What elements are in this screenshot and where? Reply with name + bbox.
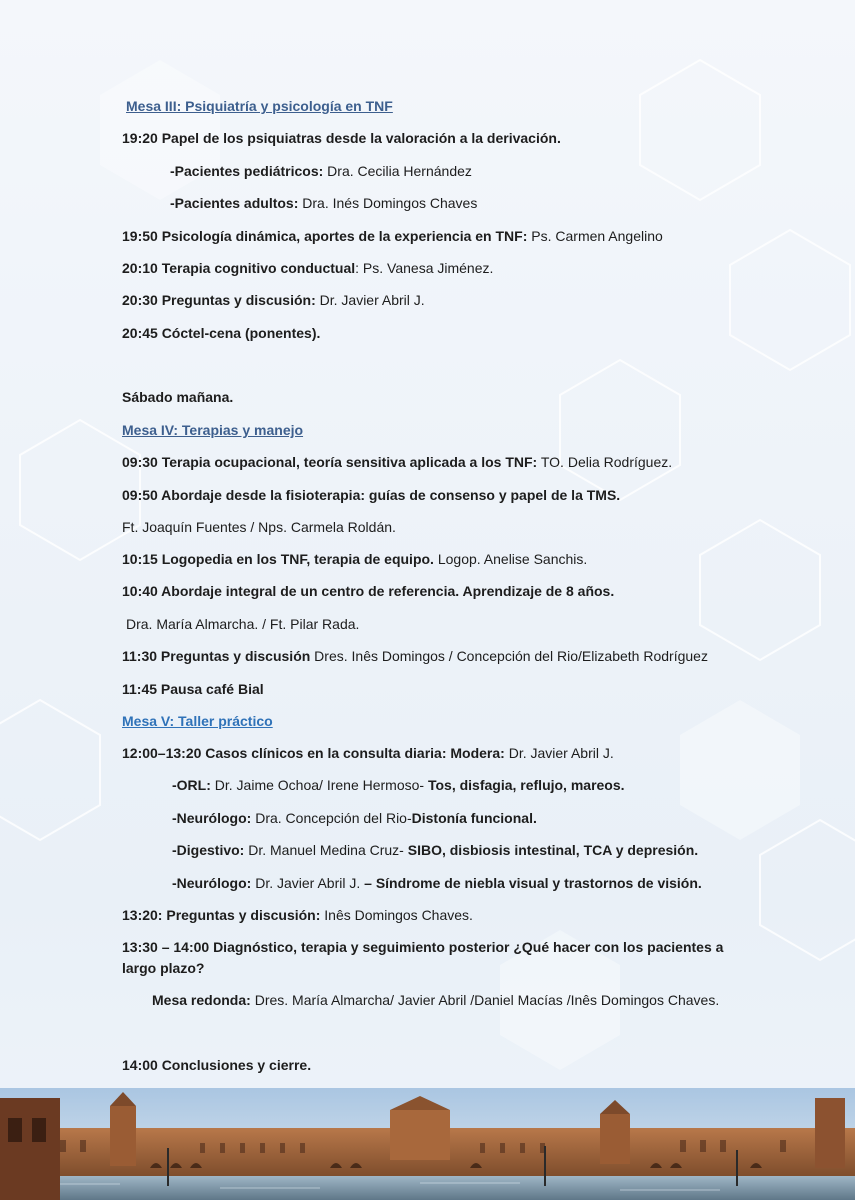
item-text: Dres. Inês Domingos / Concepción del Rio/Elizabeth Rodríguez bbox=[310, 648, 708, 664]
item-text-bold: Mesa redonda: bbox=[152, 992, 251, 1008]
item-text: Dr. Manuel Medina Cruz- bbox=[244, 842, 404, 858]
item-text-bold: -Pacientes pediátricos: bbox=[170, 163, 324, 179]
item-text: Inês Domingos Chaves. bbox=[320, 907, 473, 923]
item-text-bold: 20:10 Terapia cognitivo conductual bbox=[122, 260, 356, 276]
item-1200 bbox=[122, 744, 614, 762]
item-text-bold: 10:15 Logopedia en los TNF, terapia de equipo. bbox=[122, 551, 434, 567]
item-2045 bbox=[122, 324, 320, 342]
item-text-bold: 19:20 Papel de los psiquiatras desde la valoración a la derivación. bbox=[122, 130, 561, 146]
item-text: Dr. Jaime Ochoa/ Irene Hermoso- bbox=[210, 777, 425, 793]
item-1040 bbox=[122, 582, 614, 600]
day-heading: Sábado mañana. bbox=[122, 389, 234, 405]
item-text: Dra. Concepción del Rio- bbox=[251, 810, 412, 826]
footer-plaza-image bbox=[0, 1088, 855, 1200]
item-adults bbox=[170, 194, 477, 212]
item-text-bold: 13:20: Preguntas y discusión: bbox=[122, 907, 321, 923]
item-text-bold: -Neurólogo: bbox=[172, 875, 252, 891]
item-text-bold: -ORL: bbox=[172, 777, 211, 793]
mesa-v-title: Mesa V: Taller práctico bbox=[122, 713, 273, 729]
item-neurologo-1 bbox=[172, 809, 537, 827]
item-text-bold: 20:45 Cóctel-cena (ponentes). bbox=[122, 325, 321, 341]
item-topic: SIBO, disbiosis intestinal, TCA y depresión. bbox=[403, 842, 699, 858]
item-text-bold: 14:00 Conclusiones y cierre. bbox=[122, 1057, 312, 1073]
item-orl bbox=[172, 776, 625, 794]
item-2010 bbox=[122, 259, 493, 277]
item-text-bold: largo plazo? bbox=[122, 960, 205, 976]
item-mesa-redonda bbox=[152, 991, 719, 1009]
item-1130 bbox=[122, 647, 708, 665]
item-0930 bbox=[122, 453, 672, 471]
item-topic: Distonía funcional. bbox=[411, 810, 537, 826]
item-1040-speakers bbox=[126, 615, 359, 633]
plaza-illustration bbox=[0, 1088, 855, 1200]
item-text: Dr. Javier Abril J. bbox=[251, 875, 361, 891]
item-text-bold: -Pacientes adultos: bbox=[170, 195, 299, 211]
item-1145 bbox=[122, 680, 264, 698]
mesa-iii-title: Mesa III: Psiquiatría y psicología en TNF bbox=[126, 98, 393, 114]
item-text-bold: 11:30 Preguntas y discusión bbox=[122, 648, 311, 664]
mesa-iv-title: Mesa IV: Terapias y manejo bbox=[122, 422, 304, 438]
item-text-bold: -Neurólogo: bbox=[172, 810, 252, 826]
item-text-bold: 13:30 – 14:00 Diagnóstico, terapia y seguimiento posterior ¿Qué hacer con los pacientes a bbox=[122, 939, 724, 955]
item-text-bold: 19:50 Psicología dinámica, aportes de la experiencia en TNF: bbox=[122, 228, 528, 244]
item-pediatric bbox=[170, 162, 472, 180]
item-text: Logop. Anelise Sanchis. bbox=[433, 551, 588, 567]
item-text: Dra. María Almarcha. / Ft. Pilar Rada. bbox=[126, 616, 360, 632]
item-text-bold: -Digestivo: bbox=[172, 842, 245, 858]
item-text: Ps. Carmen Angelino bbox=[527, 228, 663, 244]
item-1330 bbox=[122, 938, 723, 956]
item-text: Dr. Javier Abril J. bbox=[315, 292, 425, 308]
item-text: TO. Delia Rodríguez. bbox=[537, 454, 673, 470]
item-1950 bbox=[122, 227, 663, 245]
item-1920 bbox=[122, 129, 561, 147]
item-1320 bbox=[122, 906, 473, 924]
item-digestivo bbox=[172, 841, 698, 859]
item-text-bold: 12:00–13:20 Casos clínicos en la consulta diaria: Modera: bbox=[122, 745, 505, 761]
item-text: Dra. Inés Domingos Chaves bbox=[298, 195, 478, 211]
item-text-bold: 09:30 Terapia ocupacional, teoría sensitiva aplicada a los TNF: bbox=[122, 454, 538, 470]
item-text-bold: 11:45 Pausa café Bial bbox=[122, 681, 264, 697]
item-1330-cont bbox=[122, 959, 204, 977]
item-text: Dres. María Almarcha/ Javier Abril /Daniel Macías /Inês Domingos Chaves. bbox=[250, 992, 720, 1008]
item-neurologo-2 bbox=[172, 874, 702, 892]
item-topic: Tos, disfagia, reflujo, mareos. bbox=[424, 777, 625, 793]
item-2030 bbox=[122, 291, 425, 309]
item-text: Dra. Cecilia Hernández bbox=[323, 163, 472, 179]
item-1015 bbox=[122, 550, 587, 568]
item-text-bold: 20:30 Preguntas y discusión: bbox=[122, 292, 316, 308]
item-closing bbox=[122, 1056, 311, 1074]
item-0950-speakers bbox=[122, 518, 396, 536]
item-text: Dr. Javier Abril J. bbox=[504, 745, 614, 761]
item-0950 bbox=[122, 486, 620, 504]
item-text-bold: 10:40 Abordaje integral de un centro de referencia. Aprendizaje de 8 años. bbox=[122, 583, 615, 599]
item-text: Ft. Joaquín Fuentes / Nps. Carmela Roldán. bbox=[122, 519, 396, 535]
item-text-bold: 09:50 Abordaje desde la fisioterapia: guías de consenso y papel de la TMS. bbox=[122, 487, 621, 503]
item-text: : Ps. Vanesa Jiménez. bbox=[355, 260, 494, 276]
item-topic: – Síndrome de niebla visual y trastornos de visión. bbox=[360, 875, 702, 891]
